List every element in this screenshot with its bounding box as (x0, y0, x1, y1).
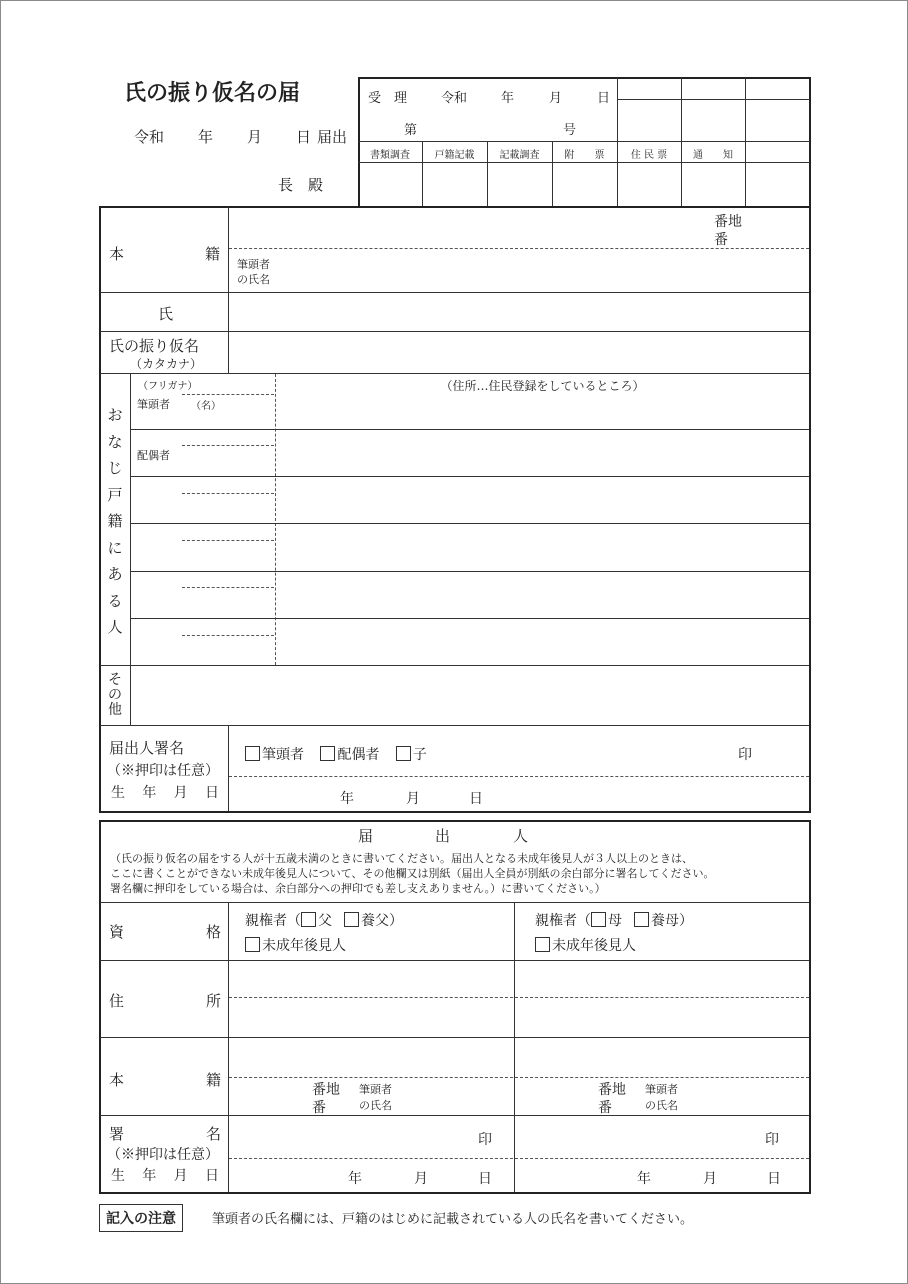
minor-heading-2: 出 (435, 827, 451, 845)
signer-options (245, 744, 439, 764)
reception-juri: 受 理 (368, 91, 408, 106)
shikaku-label: 資 格 (109, 923, 221, 941)
mei-label: （名） (191, 401, 221, 412)
right-guardian-minor[interactable]: 未成年後見人 (535, 935, 636, 955)
signer-option-haigusha[interactable]: 配偶者 (320, 744, 379, 764)
minor-oin-note: （※押印は任意） (107, 1147, 219, 1163)
signer-birth-label: 生 年 月 日 (111, 785, 219, 801)
checkbox-icon[interactable] (634, 912, 649, 927)
addressee: 長 殿 (278, 176, 324, 194)
checkbox-icon[interactable] (245, 937, 260, 952)
haigusha-label: 配偶者 (137, 449, 170, 462)
furigana-sublabel: （カタカナ） (130, 357, 203, 371)
reception-col-2: 戸籍記載 (434, 150, 475, 161)
date-todokede: 届出 (317, 128, 348, 146)
right-ban: 番 (598, 1100, 612, 1116)
honseki-label-a: 本 (109, 245, 125, 263)
furigana-small: （フリガナ） (138, 381, 198, 392)
checkbox-icon[interactable] (344, 912, 359, 927)
signer-birth-year: 年 (340, 791, 354, 807)
option-father[interactable]: 父 (301, 910, 332, 930)
reception-col-4: 附 票 (564, 150, 605, 161)
right-seal: 印 (765, 1132, 779, 1148)
form-title: 氏の振り仮名の届 (124, 81, 301, 106)
notice-badge: 記入の注意 (99, 1204, 183, 1232)
reception-col-5: 住 民 票 (630, 150, 668, 161)
minor-note-3: 署名欄に押印をしている場合は、余白部分への押印でも差し支えありません。）に書いてください。） (110, 882, 606, 895)
left-guardian-row: 親権者（ 父 養父） (245, 910, 415, 930)
same-koseki-label: お な じ 戸 籍 に あ る 人 (107, 406, 123, 636)
minor-note-2: ここに書くことができない未成年後見人について、その他欄又は別紙（届出人全員が別紙の余白部分に署名してください。 (110, 867, 715, 880)
sonota-label: そ の 他 (108, 672, 122, 718)
jusho-label: 住 所 (109, 992, 221, 1010)
checkbox-icon[interactable] (591, 912, 606, 927)
checkbox-icon[interactable] (320, 746, 335, 761)
shi-input[interactable] (230, 294, 806, 330)
furigana-input[interactable] (230, 333, 806, 372)
sonota-input[interactable] (132, 667, 806, 723)
hittosha-shimei-2: の氏名 (237, 273, 270, 286)
honseki-input[interactable] (230, 208, 700, 248)
minor-honseki-label: 本 籍 (109, 1071, 221, 1089)
minor-heading-1: 届 (358, 827, 374, 845)
signer-birth-month: 月 (406, 791, 420, 807)
right-address-input[interactable] (516, 962, 806, 1036)
minor-note-1: （氏の振り仮名の届をする人が十五歳未満のときに書いてください。届出人となる未成年後見人が３人以上のときは、 (110, 852, 693, 865)
checkbox-icon[interactable] (245, 746, 260, 761)
reception-month: 月 (549, 91, 563, 106)
left-ban: 番 (312, 1100, 326, 1116)
furigana-label: 氏の振り仮名 (109, 337, 200, 355)
reception-day: 日 (597, 91, 611, 106)
shi-label: 氏 (158, 305, 174, 323)
left-hittosha-2: の氏名 (359, 1099, 392, 1112)
right-birth-month: 月 (703, 1171, 717, 1187)
right-hittosha-2: の氏名 (645, 1099, 678, 1112)
signer-oin-note: （※押印は任意） (107, 763, 219, 779)
reception-col-3: 記載調査 (499, 150, 540, 161)
right-birth-year: 年 (637, 1171, 651, 1187)
minor-heading-3: 人 (513, 827, 529, 845)
reception-year: 年 (501, 91, 515, 106)
signer-birth-day: 日 (469, 791, 483, 807)
signer-option-ko[interactable]: 子 (396, 744, 427, 764)
right-birth-day: 日 (767, 1171, 781, 1187)
right-banchi: 番地 (598, 1082, 626, 1098)
left-address-input[interactable] (230, 962, 512, 1036)
date-era: 令和 (134, 128, 165, 146)
shomei-label: 署 名 (109, 1125, 221, 1143)
minor-birth-label: 生 年 月 日 (111, 1168, 219, 1184)
left-birth-month: 月 (414, 1171, 428, 1187)
hittosha-label: 筆頭者 (137, 398, 170, 411)
checkbox-icon[interactable] (396, 746, 411, 761)
option-adoptive-mother[interactable]: 養母） (634, 910, 693, 930)
signer-label: 届出人署名 (109, 739, 185, 757)
honseki-ban: 番 (714, 232, 728, 248)
left-banchi: 番地 (312, 1082, 340, 1098)
hittosha-shimei-1: 筆頭者 (237, 258, 270, 271)
reception-dai: 第 (404, 123, 418, 138)
left-birth-year: 年 (348, 1171, 362, 1187)
reception-go: 号 (563, 123, 577, 138)
address-note: （住所…住民登録をしているところ） (440, 379, 645, 393)
reception-col-1: 書類調査 (370, 150, 410, 161)
signer-option-hittosha[interactable]: 筆頭者 (245, 744, 304, 764)
option-adoptive-father[interactable]: 養父） (344, 910, 403, 930)
left-guardian-minor[interactable]: 未成年後見人 (245, 935, 346, 955)
date-year: 年 (198, 128, 214, 146)
reception-era: 令和 (441, 91, 468, 106)
honseki-label-b: 籍 (205, 245, 221, 263)
checkbox-icon[interactable] (301, 912, 316, 927)
notice-text: 筆頭者の氏名欄には、戸籍のはじめに記載されている人の氏名を書いてください。 (212, 1212, 694, 1227)
left-seal: 印 (478, 1132, 492, 1148)
reception-col-6: 通 知 (693, 150, 733, 161)
left-birth-day: 日 (478, 1171, 492, 1187)
option-mother[interactable]: 母 (591, 910, 622, 930)
honseki-banchi: 番地 (714, 214, 742, 230)
signer-seal: 印 (738, 747, 752, 763)
checkbox-icon[interactable] (535, 937, 550, 952)
right-hittosha-1: 筆頭者 (645, 1083, 678, 1096)
hittosha-name-input[interactable] (285, 252, 805, 290)
right-guardian-row: 親権者（ 母 養母） (535, 910, 705, 930)
date-month: 月 (247, 128, 263, 146)
date-day: 日 (296, 128, 312, 146)
left-hittosha-1: 筆頭者 (359, 1083, 392, 1096)
